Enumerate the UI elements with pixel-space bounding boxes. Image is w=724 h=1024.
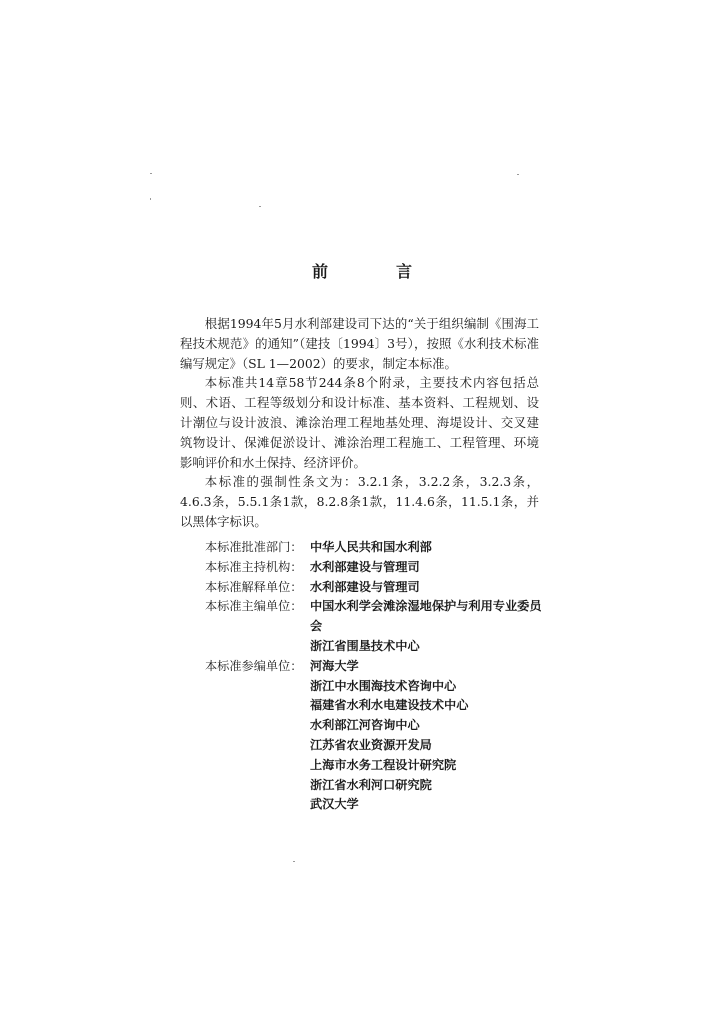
unit-value: 水利部江河咨询中心 <box>310 718 420 733</box>
foreword-body <box>180 314 539 532</box>
paragraph-origin: 根据1994年5月水利部建设司下达的“关于组织编制《围海工程技术规范》的通知”（建技〔1994〕3号），按照《水利技术标准编写规定》（SL 1—2002）的要求，制定本标准。 <box>180 316 539 371</box>
page-title: 前 言 <box>311 262 438 281</box>
scan-speck <box>293 861 295 862</box>
unit-row-host <box>205 558 545 578</box>
unit-label: 本标准参编单位： <box>205 658 303 673</box>
scan-speck <box>517 174 519 175</box>
unit-value: 江苏省农业资源开发局 <box>310 737 432 752</box>
unit-row-interpretation <box>205 578 545 598</box>
responsible-units-list <box>205 538 545 815</box>
unit-value: 浙江省围垦技术中心 <box>310 638 420 653</box>
paragraph-mandatory-clauses: 本标准的强制性条文为：3.2.1条，3.2.2条，3.2.3条，4.6.3条，5.5.1条1款，8.2.8条1款，11.4.6条，11.5.1条，并以黑体字标识。 <box>180 474 539 529</box>
unit-value: 上海市水务工程设计研究院 <box>310 757 457 772</box>
scan-speck <box>150 173 152 174</box>
unit-label: 本标准主持机构： <box>205 559 303 574</box>
unit-row-approval <box>205 538 545 558</box>
unit-value: 浙江省水利河口研究院 <box>310 777 432 792</box>
unit-value: 中国水利学会滩涂湿地保护与利用专业委员会 <box>310 599 542 634</box>
paragraph-contents: 本标准共14章58节244条8个附录，主要技术内容包括总则、术语、工程等级划分和设计标准、基本资料、工程规划、设计潮位与设计波浪、滩涂治理工程地基处理、海堤设计、交叉建筑物设计、保滩促淤设计、滩涂治理工程施工、工程管理、环境影响评价和水土保持、经济评价。 <box>180 375 539 470</box>
unit-label: 本标准批准部门： <box>205 540 303 554</box>
unit-label: 本标准主编单位： <box>205 599 303 614</box>
scan-speck <box>259 206 261 207</box>
unit-value: 浙江中水围海技术咨询中心 <box>310 678 457 693</box>
scan-speck <box>150 198 151 200</box>
unit-row-chief-editor <box>205 597 545 656</box>
unit-value: 武汉大学 <box>310 797 359 812</box>
unit-value: 水利部建设与管理司 <box>310 559 420 574</box>
unit-value: 中华人民共和国水利部 <box>310 540 432 554</box>
unit-value: 福建省水利水电建设技术中心 <box>310 698 469 713</box>
unit-label: 本标准解释单位： <box>205 579 303 594</box>
unit-row-participating <box>205 657 545 815</box>
unit-value: 水利部建设与管理司 <box>310 579 420 594</box>
unit-value: 河海大学 <box>310 658 359 673</box>
